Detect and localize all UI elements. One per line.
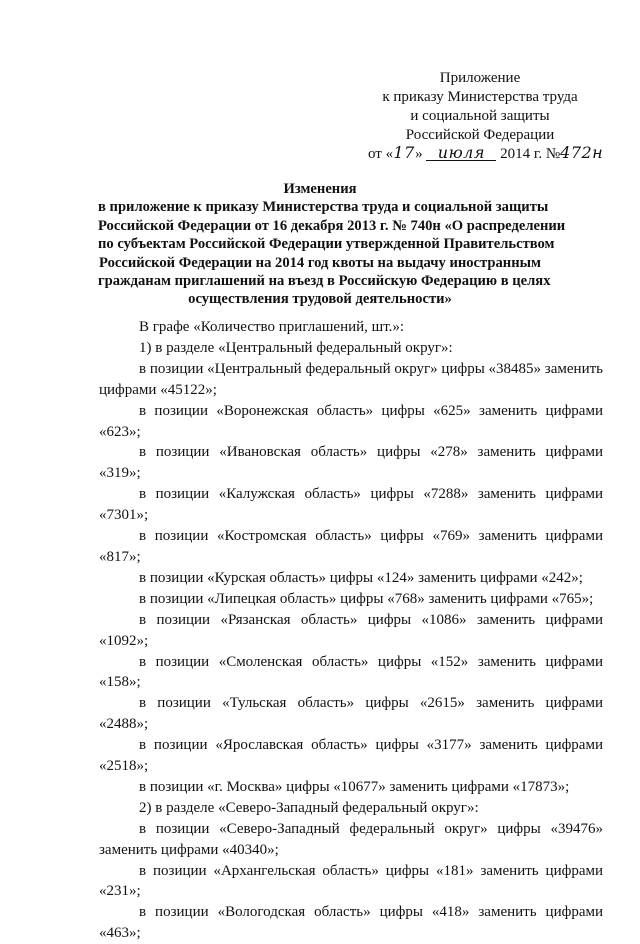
paragraph: в позиции «Северо-Западный федеральный округ» цифры «39476» заменить цифрами «40340»; <box>99 820 603 858</box>
document-title <box>98 180 566 309</box>
date-mid: » <box>415 146 423 162</box>
order-number-handwritten: 472н <box>560 143 604 162</box>
paragraph: в позиции «Калужская область» цифры «7288» заменить цифрами «7301»; <box>99 486 603 524</box>
annex-header <box>360 69 600 145</box>
paragraph: в позиции «Тульская область» цифры «2615» заменить цифрами «2488»; <box>99 695 603 733</box>
paragraph: в позиции «Курская область» цифры «124» заменить цифрами «242»; <box>139 569 583 586</box>
paragraph: 1) в разделе «Центральный федеральный округ»: <box>139 339 453 356</box>
title-line: Российской Федерации на 2014 год квоты на выдачу иностранным <box>99 254 541 271</box>
date-day-handwritten: 17 <box>393 143 415 162</box>
annex-date-line <box>368 143 608 164</box>
annex-label: Приложение <box>439 70 521 86</box>
paragraph: в позиции «Рязанская область» цифры «1086» заменить цифрами «1092»; <box>99 611 603 649</box>
title-line: Изменения <box>283 181 357 197</box>
paragraph: в позиции «г. Москва» цифры «10677» заменить цифрами «17873»; <box>139 778 570 795</box>
paragraph: в позиции «Смоленская область» цифры «152» заменить цифрами «158»; <box>99 653 603 691</box>
paragraph: в позиции «Ивановская область» цифры «278» заменить цифрами «319»; <box>99 444 603 482</box>
paragraph: в позиции «Воронежская область» цифры «625» заменить цифрами «623»; <box>99 402 603 440</box>
title-line: Российской Федерации от 16 декабря 2013 г. № 740н «О распределении <box>98 217 566 234</box>
annex-order-ref: к приказу Министерства труда <box>382 89 578 105</box>
document-body <box>99 317 603 944</box>
paragraph: в позиции «Костромская область» цифры «769» заменить цифрами «817»; <box>99 528 603 565</box>
title-line: в приложение к приказу Министерства труда и социальной защиты <box>98 199 549 216</box>
date-month-handwritten: июля <box>426 145 496 161</box>
title-line: осуществления трудовой деятельности» <box>188 291 452 308</box>
title-line: гражданам приглашений на въезд в Российскую Федерацию в целях <box>98 273 551 290</box>
paragraph: в позиции «Ярославская область» цифры «3177» заменить цифрами «2518»; <box>99 737 603 775</box>
date-year: 2014 г. № <box>500 146 561 162</box>
annex-country: Российской Федерации <box>405 127 555 143</box>
paragraph: в позиции «Липецкая область» цифры «768» заменить цифрами «765»; <box>139 590 594 607</box>
paragraph: в позиции «Архангельская область» цифры «181» заменить цифрами «231»; <box>99 862 603 900</box>
paragraph: в позиции «Центральный федеральный округ» цифры «38485» заменить цифрами «45122»; <box>99 360 603 398</box>
date-prefix: от « <box>368 146 394 162</box>
paragraph: В графе «Количество приглашений, шт.»: <box>139 319 405 335</box>
paragraph: 2) в разделе «Северо-Западный федеральный округ»: <box>139 799 479 816</box>
paragraph: в позиции «Вологодская область» цифры «418» заменить цифрами «463»; <box>99 904 603 942</box>
annex-ministry: и социальной защиты <box>410 108 550 124</box>
title-line: по субъектам Российской Федерации утвержденной Правительством <box>98 236 555 253</box>
